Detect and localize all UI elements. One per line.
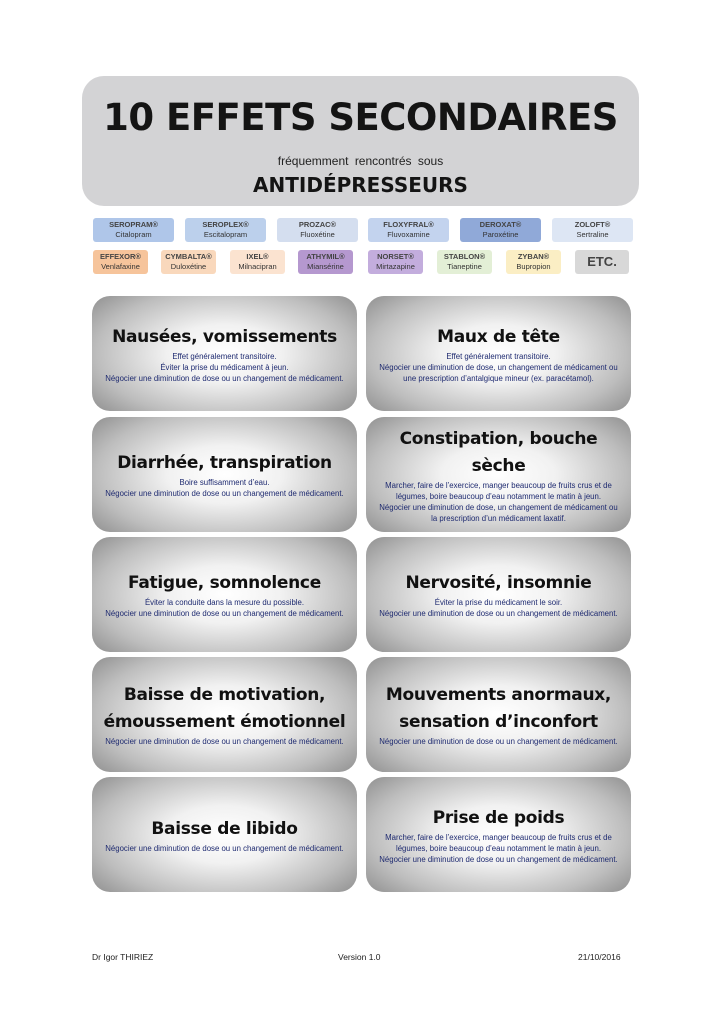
effect-advice: Éviter la conduite dans la mesure du possible.: [144, 598, 305, 607]
drug-badge: [437, 250, 492, 274]
drug-dci: Tianeptine: [447, 262, 482, 271]
effect-title: Baisse de libido: [151, 818, 298, 839]
drug-dci: Fluvoxamine: [387, 230, 430, 239]
effect-advice: une prescription d’antalgique mineur (ex. paracétamol).: [403, 373, 594, 383]
effect-title: Prise de poids: [432, 807, 565, 828]
footer-date: 21/10/2016: [578, 952, 621, 962]
drug-dci: Escitalopram: [203, 230, 248, 239]
effect-title: émoussement émotionnel: [103, 712, 346, 732]
page-topic: ANTIDÉPRESSEURS: [253, 173, 468, 197]
effect-title: sensation d’inconfort: [399, 712, 598, 732]
effect-advice: Marcher, faire de l’exercice, manger beaucoup de fruits crus et de: [385, 480, 612, 490]
drug-brand: SEROPLEX®: [202, 220, 249, 229]
drug-dci: Fluoxétine: [300, 230, 335, 239]
effect-advice: Négocier une diminution de dose ou un changement de médicament.: [105, 609, 344, 618]
effect-card: [92, 417, 357, 532]
effect-advice: légumes, boire beaucoup d’eau notamment le matin à jeun.: [395, 491, 601, 501]
drug-brand: FLOXYFRAL®: [383, 220, 434, 229]
effect-card: [92, 296, 357, 411]
effect-card: [92, 537, 357, 652]
drug-brand: ZOLOFT®: [574, 220, 611, 229]
drug-badge: [368, 218, 449, 242]
drug-badge: [298, 250, 353, 274]
drug-badge: [230, 250, 285, 274]
effect-advice: la prescription d’un médicament laxatif.: [431, 513, 566, 523]
drug-badge: [506, 250, 561, 274]
effect-title: Nausées, vomissements: [112, 326, 337, 347]
drug-brand: DEROXAT®: [479, 220, 522, 229]
drug-dci: Citalopram: [115, 230, 152, 239]
drug-badge-etc: ETC.: [575, 250, 629, 274]
effect-advice: Négocier une diminution de dose ou un changement de médicament.: [105, 737, 344, 746]
drug-brand: CYMBALTA®: [165, 252, 212, 261]
effect-advice: Négocier une diminution de dose ou un changement de médicament.: [379, 609, 618, 618]
drug-brand: PROZAC®: [298, 220, 337, 229]
drug-dci: Miansérine: [307, 262, 344, 271]
drug-dci: Venlafaxine: [101, 262, 140, 271]
effect-title: Diarrhée, transpiration: [117, 453, 332, 473]
effect-advice: Effet généralement transitoire.: [446, 351, 551, 361]
drug-badge: [93, 218, 174, 242]
drug-badge: [277, 218, 358, 242]
effect-advice: Boire suffisamment d’eau.: [179, 478, 270, 487]
effect-title: Fatigue, somnolence: [128, 573, 321, 593]
effect-advice: Négocier une diminution de dose ou un changement de médicament.: [105, 843, 344, 853]
drug-dci: Milnacipran: [238, 262, 277, 271]
effect-advice: Négocier une diminution de dose, un changement de médicament ou: [379, 362, 618, 372]
effect-title: Mouvements anormaux,: [385, 685, 612, 705]
drug-brand: STABLON®: [443, 252, 486, 261]
effect-advice: Éviter la prise du médicament à jeun.: [160, 362, 289, 372]
effect-card: [366, 296, 631, 411]
effect-advice: Négocier une diminution de dose ou un changement de médicament.: [379, 854, 618, 864]
drug-dci: Sertraline: [576, 230, 609, 239]
drug-brand: IXEL®: [246, 252, 269, 261]
effect-advice: légumes, boire beaucoup d’eau notamment le matin à jeun.: [395, 843, 601, 853]
drug-badge: [161, 250, 216, 274]
drug-dci: Mirtazapine: [376, 262, 415, 271]
effect-card: [366, 537, 631, 652]
drug-brand: ZYBAN®: [517, 252, 550, 261]
drug-badge: [185, 218, 266, 242]
drug-badge: [368, 250, 423, 274]
effect-advice: Effet généralement transitoire.: [172, 351, 277, 361]
effect-advice: Négocier une diminution de dose ou un changement de médicament.: [105, 489, 344, 498]
effect-advice: Marcher, faire de l’exercice, manger beaucoup de fruits crus et de: [385, 832, 612, 842]
drug-dci: Duloxétine: [170, 262, 207, 271]
effect-advice: Éviter la prise du médicament le soir.: [434, 598, 563, 607]
page-title: 10 EFFETS SECONDAIRES: [103, 96, 618, 139]
effect-card: [366, 417, 631, 532]
drug-badge: [552, 218, 633, 242]
footer-author: Dr Igor THIRIEZ: [92, 952, 154, 962]
footer-version: Version 1.0: [338, 952, 381, 962]
drug-badge: [460, 218, 541, 242]
drug-dci: Bupropion: [516, 262, 551, 271]
drug-brand: EFFEXOR®: [100, 252, 141, 261]
effect-title: Nervosité, insomnie: [405, 573, 592, 593]
drug-brand: NORSET®: [377, 252, 414, 261]
effect-title: Constipation, bouche sèche: [399, 428, 598, 476]
effect-advice: Négocier une diminution de dose ou un changement de médicament.: [105, 373, 344, 383]
page-subtitle: fréquemment rencontrés sous: [277, 154, 444, 168]
effect-title: Baisse de motivation,: [123, 685, 326, 705]
effect-advice: Négocier une diminution de dose, un changement de médicament ou: [379, 502, 618, 512]
effect-advice: Négocier une diminution de dose ou un changement de médicament.: [379, 737, 618, 746]
drug-brand: ATHYMIL®: [306, 252, 345, 261]
title-banner: [82, 76, 639, 206]
effect-card: [92, 657, 357, 772]
effect-card: [366, 657, 631, 772]
drug-brand: SEROPRAM®: [109, 220, 158, 229]
effect-card: [366, 777, 631, 892]
drug-badge: [93, 250, 148, 274]
effect-title: Maux de tête: [437, 326, 560, 347]
effect-card: [92, 777, 357, 892]
drug-dci: Paroxétine: [482, 230, 519, 239]
